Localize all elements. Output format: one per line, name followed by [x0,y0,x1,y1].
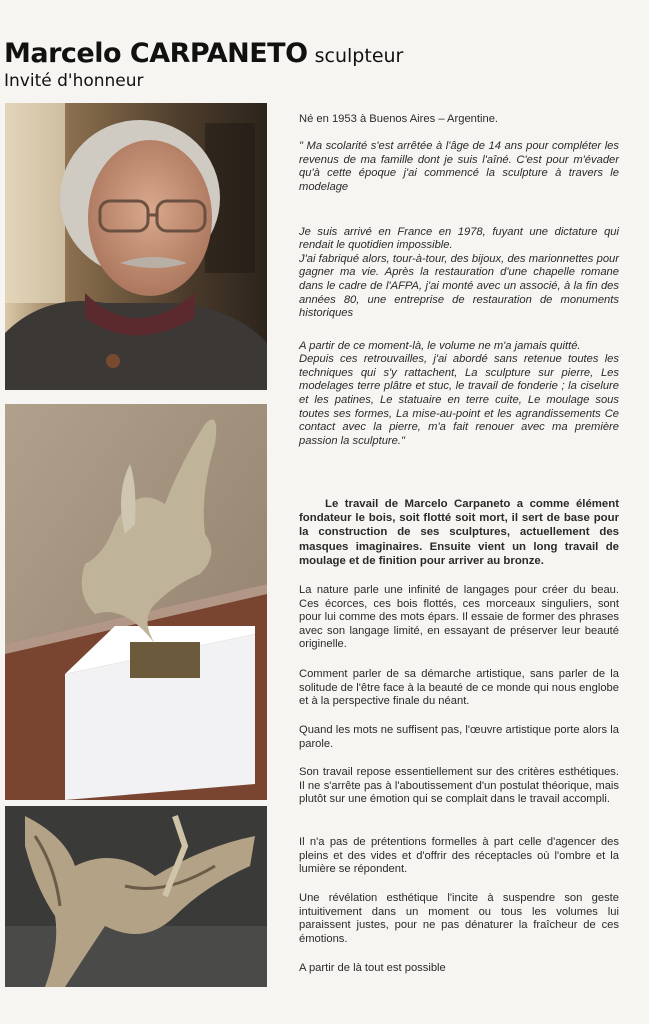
work-paragraph-1: La nature parle une infinité de langages pour créer du beau. Ces écorces, ces bois flottés, ces morceaux singuliers, sont pour lui comme des mots épars. Il essaie de former des phrases avec son langage limité, en essayant de préserver leur beauté originelle. [299,584,619,651]
artist-role: sculpteur [314,45,404,67]
work-p6 [299,892,619,946]
intro-quote-3 [299,326,619,462]
intro-born [299,113,619,127]
work-p7 [299,962,619,976]
work-paragraph-3: Quand les mots ne suffisent pas, l'œuvre artistique porte alors la parole. [299,724,619,750]
work-lead-paragraph: Le travail de Marcelo Carpaneto a comme élément fondateur le bois, soit flotté soit mort, il sert de base pour la construction de ses sculptures, actuellement des masques imaginaires. Ensuite vient un long travail de moulage et de finition pour arriver au bronze. [299,498,619,567]
work-p2 [299,668,619,709]
born-line: Né en 1953 à Buenos Aires – Argentine. [299,113,499,125]
quote-paragraph-1: " Ma scolarité s'est arrêtée à l'âge de 14 ans pour compléter les revenus de ma famille dont je suis l'aîné. C'est pour m'évader qu'à cette époque j'ai commencé la sculpture à travers le modelage [299,140,619,193]
work-paragraph-5: Il n'a pas de prétentions formelles à part celle d'agencer des pleins et des vides et d'offrir des réceptacles où l'ombre et la lumière se répondent. [299,836,619,876]
intro-quote-2 [299,212,619,334]
work-p4 [299,766,619,807]
work-p3 [299,724,619,751]
guest-subtitle: Invité d'honneur [4,71,144,91]
work-p1 [299,584,619,652]
work-paragraph-4: Son travail repose essentiellement sur des critères esthétiques. Il ne s'arrête pas à l'aboutissement d'un postulat théorique, mais plutôt sur une émotion qui se complait dans le travail accompli. [299,766,619,806]
work-paragraph-7: A partir de là tout est possible [299,962,446,974]
intro-quote-1 [299,140,619,194]
sculpture-photo [5,404,267,800]
page-header [4,38,403,91]
title-line [4,38,403,69]
work-paragraph-2: Comment parler de sa démarche artistique, sans parler de la solitude de l'être face à la beauté de ce monde qui nous englobe et à la perspective finale du néant. [299,668,619,708]
quote-paragraph-3: A partir de ce moment-là, le volume ne m'a jamais quitté. Depuis ces retrouvailles, j'ai abordé sans retenue toutes les techniques qui s'y rattachent, La sculpture sur pierre, Les modelages terre plâtre et stuc, le travail de fonderie ; la ciselure et les patines, Le statuaire en terre cuite, Le moulage sous toutes ses formes, La mise-au-point et les agrandissements Ce contact avec la pierre, m'a fait renouer avec ma première passion la sculpture." [299,339,619,447]
work-lead [299,497,619,568]
artist-name: Marcelo CARPANETO [4,38,308,69]
quote-paragraph-2: Je suis arrivé en France en 1978, fuyant une dictature qui rendait le quotidien impossible. J'ai fabriqué alors, tour-à-tour, des bijoux, des marionnettes pour gagner ma vie. Après la restauration d'une chapelle romane dans le cadre de l'AFPA, j'ai monté avec un associé, à la fin des années 80, une entreprise de restauration de monuments historiques [299,225,619,320]
wood-detail-photo [5,806,267,987]
work-paragraph-6: Une révélation esthétique l'incite à suspendre son geste intuitivement dans un moment ou tous les volumes lui paraissent justes, pour ne pas dénaturer la fraîcheur de ces émotions. [299,892,619,945]
portrait-photo [5,103,267,390]
work-p5 [299,836,619,877]
